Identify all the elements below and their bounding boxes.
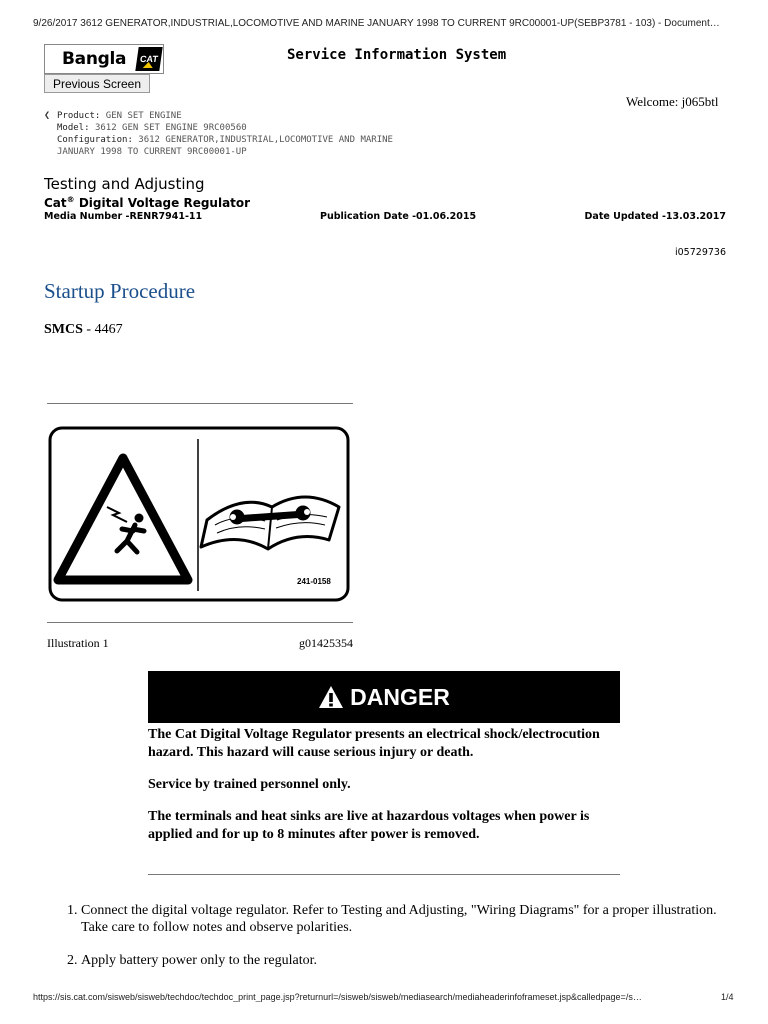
logo	[44, 44, 164, 74]
warning-triangle-icon	[318, 685, 344, 709]
step-item: 2. Apply battery power only to the regulator.	[81, 952, 726, 969]
warning-label-illustration	[47, 425, 351, 603]
smcs-label: SMCS	[44, 322, 83, 337]
publication-date: Publication Date -01.06.2015	[320, 211, 477, 222]
procedure-title: Startup Procedure	[44, 279, 196, 303]
sis-title: Service Information System	[287, 47, 507, 63]
danger-heading: DANGER	[350, 683, 450, 710]
registered-mark: ®	[66, 195, 75, 204]
document-id: i05729736	[675, 247, 726, 258]
product-meta	[44, 110, 393, 158]
date-updated: Date Updated -13.03.2017	[584, 211, 726, 222]
welcome-text: Welcome: j065btl	[626, 94, 719, 109]
section-title: Testing and Adjusting	[44, 175, 205, 193]
danger-banner	[148, 671, 620, 723]
subtitle-rest: Digital Voltage Regulator	[74, 196, 251, 210]
danger-paragraph: Service by trained personnel only.	[148, 777, 351, 792]
divider	[47, 622, 353, 623]
subtitle-prefix: Cat	[44, 196, 67, 210]
model-label: Model:	[57, 123, 90, 133]
smcs-value: - 4467	[82, 322, 123, 337]
smcs-code	[44, 322, 123, 338]
step-item: 1. Connect the digital voltage regulator. Refer to Testing and Adjusting, "Wiring Diagrams" for a proper illustration. Take care to follow notes and observe polarities.	[81, 902, 726, 936]
cat-logo: CAT	[135, 47, 162, 71]
doc-subtitle	[44, 195, 250, 210]
config-value: 3612 GENERATOR,INDUSTRIAL,LOCOMOTIVE AND MARINE	[138, 135, 393, 145]
config-label: Configuration:	[57, 135, 133, 145]
label-part-number: 241-0158	[297, 577, 331, 586]
product-label: Product:	[57, 111, 101, 121]
previous-screen-button[interactable]: Previous Screen	[44, 74, 150, 93]
model-value: 3612 GEN SET ENGINE 9RC00560	[94, 123, 247, 133]
illustration-ref: g01425354	[299, 636, 353, 650]
media-number: Media Number -RENR7941-11	[44, 211, 203, 222]
danger-paragraph: The Cat Digital Voltage Regulator presents an electrical shock/electrocution hazard. This hazard will cause serious injury or death.	[148, 727, 600, 760]
divider	[148, 874, 620, 875]
illustration-label: Illustration 1	[47, 636, 109, 650]
footer-url[interactable]: https://sis.cat.com/sisweb/sisweb/techdoc/techdoc_print_page.jsp?returnurl=/sisweb/sisweb/mediasearch/mediaheaderinfoframeset.jsp&calledpage=/s…	[33, 992, 642, 1002]
media-info-row	[44, 211, 726, 222]
illustration-caption	[47, 636, 353, 651]
config-value-cont: JANUARY 1998 TO CURRENT 9RC00001-UP	[57, 147, 247, 157]
danger-message	[148, 726, 620, 858]
procedure-steps	[66, 902, 726, 985]
chevron-left-icon[interactable]: ❮	[44, 110, 51, 121]
divider	[47, 403, 353, 404]
logo-text: Bangla	[62, 49, 127, 69]
page-number: 1/4	[721, 992, 734, 1002]
print-header: 9/26/2017 3612 GENERATOR,INDUSTRIAL,LOCOMOTIVE AND MARINE JANUARY 1998 TO CURRENT 9RC00001-UP(SEBP3781 - 103) - Document…	[33, 18, 720, 29]
product-value: GEN SET ENGINE	[105, 111, 182, 121]
danger-paragraph: The terminals and heat sinks are live at hazardous voltages when power is applied and for up to 8 minutes after power is removed.	[148, 809, 590, 842]
